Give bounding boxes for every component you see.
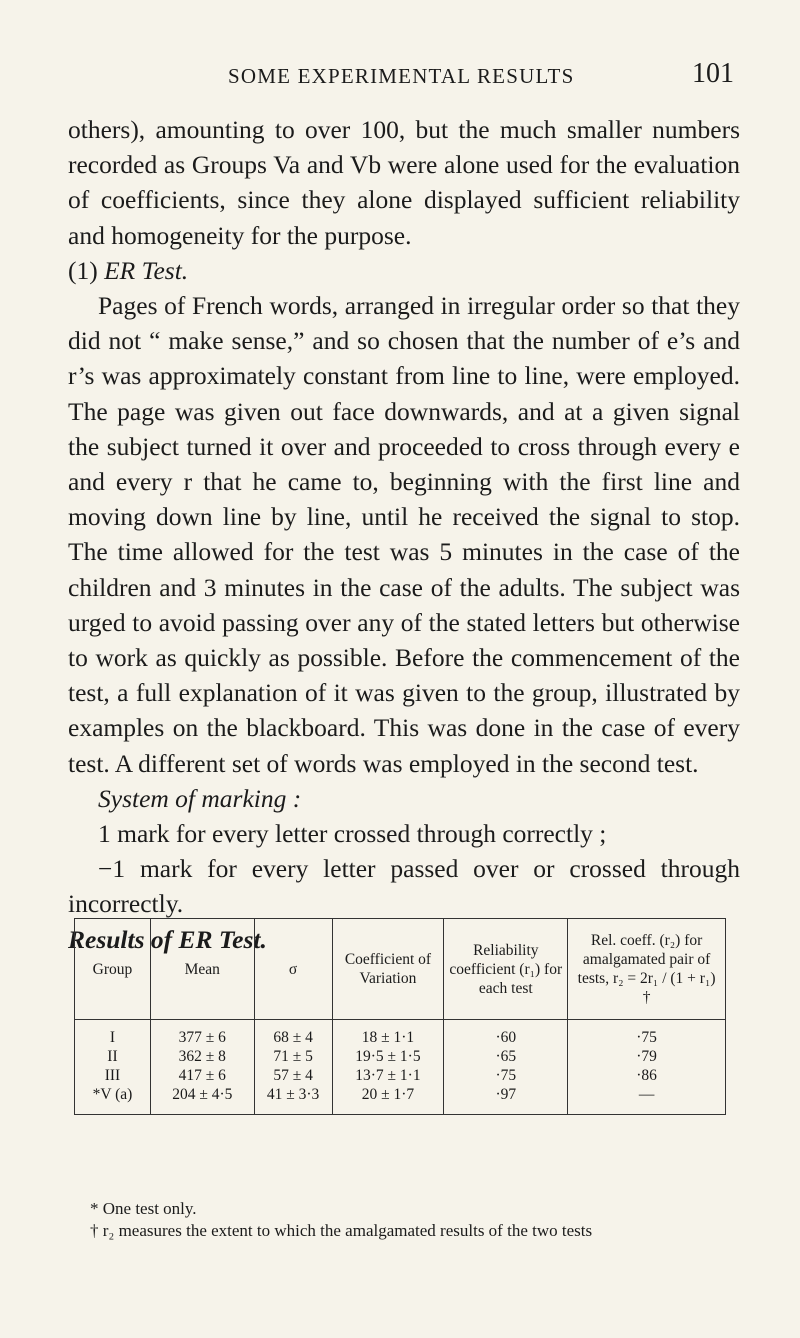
cell-rel-coeff: ·79 — [636, 1048, 657, 1065]
body-text — [68, 112, 740, 957]
section-title: ER Test. — [104, 255, 189, 285]
header-mean: Mean — [150, 919, 254, 1020]
header-coefficient-of-variation: Coefficient of Variation — [332, 919, 444, 1020]
footnote-r2-definition: † r₂ measures the extent to which the amalgamated results of the two tests — [90, 1221, 593, 1240]
paragraph-continuation: others), amounting to over 100, but the much smaller numbers recorded as Groups Va and Vb were alone used for the evaluation of coefficients, since they alone displayed sufficient reliability and homogeneity for the purpose. — [68, 115, 740, 250]
cell-sigma: 41 ± 3·3 — [266, 1086, 320, 1103]
cell-reliability: ·65 — [495, 1048, 517, 1065]
header-rel-coeff-amalgamated: Rel. coeff. (r₂) for amalgamated pair of tests, r₂ = 2r₁ / (1 + r₁) † — [568, 919, 726, 1020]
results-table — [74, 918, 726, 1115]
cell-mean: 417 ± 6 — [178, 1067, 226, 1084]
cell-rel-coeff: ·75 — [636, 1029, 657, 1046]
column-mean — [150, 1020, 254, 1115]
cell-sigma: 68 ± 4 — [273, 1029, 313, 1046]
column-sigma — [254, 1020, 332, 1115]
cell-group: II — [107, 1048, 118, 1065]
column-rel-coeff-amalgamated — [568, 1020, 726, 1115]
column-reliability — [444, 1020, 568, 1115]
footnote-one-test: * One test only. — [90, 1199, 197, 1218]
column-coefficient-of-variation — [332, 1020, 444, 1115]
paragraph-test-description: Pages of French words, arranged in irregular order so that they did not “ make sense,” and so chosen that the number of e’s and r’s was approximately constant from line to line, were employed. The page was given out face downwards, and at a given signal the subject turned it over and proceeded to cross through every e and every r that he came to, beginning with the first line and moving down line by line, until he received the signal to stop. The time allowed for the test was 5 minutes in the case of the children and 3 minutes in the case of the adults. The subject was urged to avoid passing over any of the stated letters but otherwise to work as quickly as possible. Before the commencement of the test, a full explanation of it was given to the group, illustrated by examples on the blackboard. This was done in the case of every test. A different set of words was employed in the second test. — [68, 291, 740, 778]
cell-mean: 204 ± 4·5 — [172, 1086, 233, 1103]
section-heading — [68, 253, 740, 288]
marking-rule-correct: 1 mark for every letter crossed through correctly ; — [98, 819, 607, 849]
table-header-row — [75, 919, 726, 1020]
page-header — [0, 58, 800, 98]
header-reliability: Reliability coefficient (r₁) for each test — [444, 919, 568, 1020]
cell-reliability: ·60 — [495, 1029, 517, 1046]
marking-rule-incorrect: −1 mark for every letter passed over or crossed through incorrectly. — [68, 854, 740, 919]
results-table-wrapper — [74, 918, 726, 1115]
header-sigma: σ — [254, 919, 332, 1020]
cell-rel-coeff: ·86 — [636, 1067, 657, 1084]
cell-rel-coeff: — — [638, 1086, 655, 1103]
footnotes — [90, 1198, 770, 1242]
header-group: Group — [75, 919, 151, 1020]
running-title: SOME EXPERIMENTAL RESULTS — [228, 64, 575, 88]
cell-mean: 362 ± 8 — [178, 1048, 226, 1065]
page-number: 101 — [692, 58, 734, 89]
cell-reliability: ·75 — [495, 1067, 517, 1084]
cell-group: III — [104, 1067, 121, 1084]
cell-group: *V (a) — [92, 1086, 133, 1103]
cell-reliability: ·97 — [495, 1086, 517, 1103]
cell-sigma: 57 ± 4 — [273, 1067, 313, 1084]
results-table-title: Results of ER Test. — [68, 924, 267, 954]
cell-cov: 13·7 ± 1·1 — [355, 1067, 421, 1084]
section-number: (1) — [68, 255, 98, 285]
cell-sigma: 71 ± 5 — [273, 1048, 313, 1065]
table-body-row — [75, 1020, 726, 1115]
cell-mean: 377 ± 6 — [178, 1029, 226, 1046]
marking-system-heading: System of marking : — [98, 783, 302, 813]
cell-cov: 18 ± 1·1 — [361, 1029, 415, 1046]
cell-group: I — [109, 1029, 116, 1046]
cell-cov: 19·5 ± 1·5 — [355, 1048, 421, 1065]
cell-cov: 20 ± 1·7 — [361, 1086, 415, 1103]
column-group — [75, 1020, 151, 1115]
